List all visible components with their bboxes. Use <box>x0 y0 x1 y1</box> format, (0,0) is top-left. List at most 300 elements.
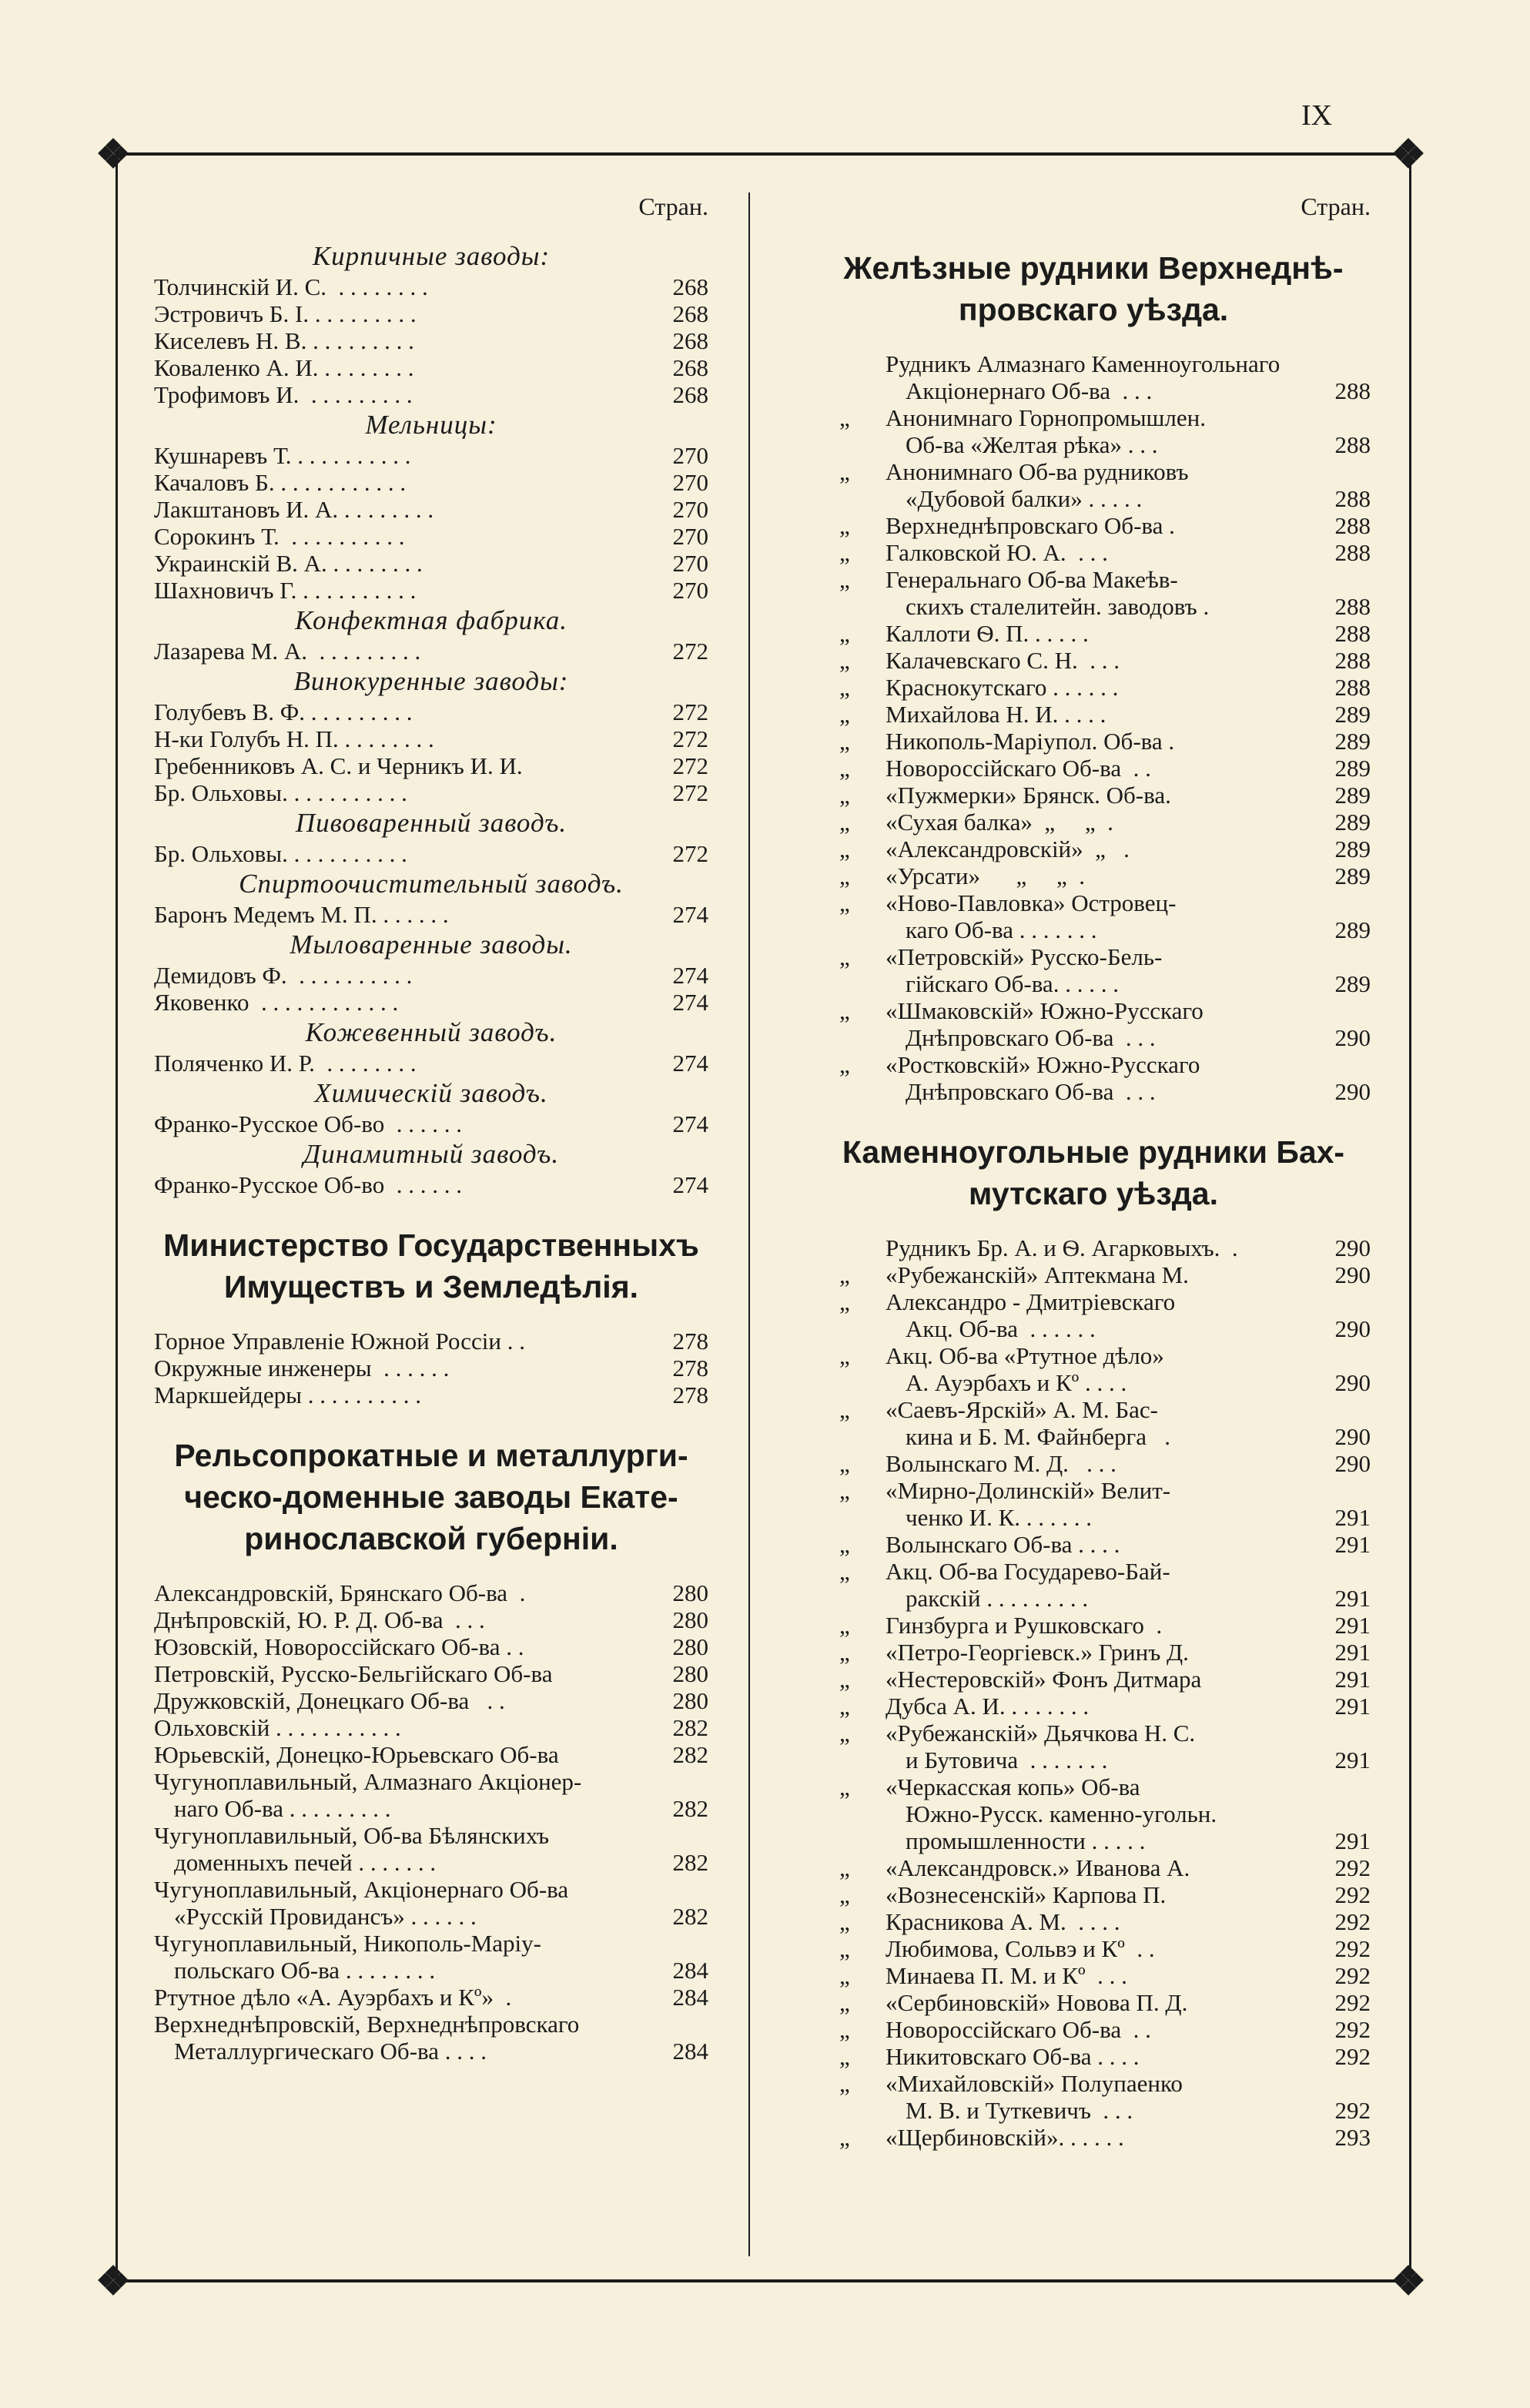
index-entry <box>816 701 1371 728</box>
index-entry <box>816 1881 1371 1908</box>
index-entry <box>154 1876 708 1903</box>
entry-label: «Черкасская копь» Об-ва <box>886 1773 1140 1800</box>
index-entry <box>816 2016 1371 2043</box>
ditto-mark: „ <box>839 2016 850 2043</box>
ditto-mark: „ <box>839 674 850 701</box>
ditto-mark: „ <box>839 755 850 782</box>
entry-page: 284 <box>672 1984 708 2011</box>
entry-label: Сорокинъ Т. . . . . . . . . . . <box>154 523 405 550</box>
ditto-mark: „ <box>839 701 850 728</box>
entry-page: 289 <box>1334 836 1371 862</box>
ditto-mark <box>816 916 886 943</box>
index-entry <box>816 1747 1371 1773</box>
index-entry <box>816 1639 1371 1666</box>
entry-page: 290 <box>1334 1315 1371 1342</box>
entry-page: 272 <box>672 698 708 725</box>
entry-label: Н-ки Голубъ Н. П. . . . . . . . . <box>154 725 434 752</box>
entry-label: «Вознесенскій» Карпова П. <box>886 1881 1167 1908</box>
ditto-mark: „ <box>839 539 850 566</box>
entry-page: 288 <box>1334 539 1371 566</box>
entry-page: 284 <box>672 2038 708 2065</box>
index-entry <box>154 577 708 604</box>
ditto-mark: „ <box>839 1881 850 1908</box>
entry-label: Лакштановъ И. А. . . . . . . . . <box>154 496 434 523</box>
entry-label: Кушнаревъ Т. . . . . . . . . . . <box>154 442 411 469</box>
entry-page: 280 <box>672 1633 708 1660</box>
ditto-mark: „ <box>839 836 850 862</box>
index-entry <box>816 593 1371 620</box>
entry-page <box>655 1822 708 1849</box>
ditto-mark: „ <box>839 809 850 836</box>
index-entry <box>816 1234 1371 1261</box>
index-entry <box>154 1741 708 1768</box>
entry-page <box>655 1876 708 1903</box>
entry-page: 268 <box>672 273 708 300</box>
entry-label: доменныхъ печей . . . . . . . <box>174 1849 437 1876</box>
entry-label: Маркшейдеры . . . . . . . . . . <box>154 1382 421 1408</box>
entry-page: 288 <box>1334 674 1371 701</box>
entry-label: Анонимнаго Горнопромышлен. <box>886 404 1206 431</box>
index-entry <box>154 1660 708 1687</box>
index-entry <box>816 728 1371 755</box>
index-entry <box>816 916 1371 943</box>
ditto-mark <box>816 1315 886 1342</box>
section-heading: Спиртоочистительный заводъ. <box>239 869 624 899</box>
entry-page: 289 <box>1334 728 1371 755</box>
ditto-mark <box>816 1423 886 1450</box>
entry-label: Калачевскаго С. Н. . . . <box>886 647 1120 674</box>
entry-label: Франко-Русское Об-во . . . . . . <box>154 1171 462 1198</box>
entry-label: Волынскаго Об-ва . . . . <box>886 1531 1120 1558</box>
index-entry <box>816 674 1371 701</box>
index-entry <box>154 638 708 665</box>
ditto-mark: „ <box>839 1962 850 1989</box>
entry-label: каго Об-ва . . . . . . . <box>906 916 1097 943</box>
entry-page: 288 <box>1334 377 1371 404</box>
entry-page: 270 <box>672 577 708 604</box>
entry-page: 288 <box>1334 593 1371 620</box>
bottom-rule <box>123 2279 1401 2282</box>
index-entry <box>154 1050 708 1077</box>
ditto-mark <box>816 593 886 620</box>
index-entry <box>154 1822 708 1849</box>
entry-label: «Нестеровскій» Фонъ Дитмара <box>886 1666 1202 1693</box>
index-entry <box>816 1261 1371 1288</box>
entry-label: Днѣпровскаго Об-ва . . . <box>906 1024 1156 1051</box>
index-entry <box>816 1477 1371 1504</box>
index-entry <box>816 2097 1371 2124</box>
entry-label: Петровскій, Русско-Бельгійскаго Об-ва <box>154 1660 553 1687</box>
entry-page: 274 <box>672 962 708 989</box>
entry-label: Эстровичъ Б. І. . . . . . . . . . <box>154 300 417 327</box>
entry-page: 280 <box>672 1660 708 1687</box>
entry-page: 293 <box>1334 2124 1371 2151</box>
entry-label: Краснокутскаго . . . . . . <box>886 674 1119 701</box>
index-entry <box>154 327 708 354</box>
entry-label: Галковской Ю. А. . . . <box>886 539 1108 566</box>
entry-label: Гинзбурга и Рушковскаго . <box>886 1612 1163 1639</box>
index-entry <box>816 2070 1371 2097</box>
index-entry <box>816 1558 1371 1585</box>
entry-label: «Петровскій» Русско-Бель- <box>886 943 1163 970</box>
entry-page: 272 <box>672 840 708 867</box>
index-entry <box>154 1957 708 1984</box>
entry-label: Франко-Русское Об-во . . . . . . <box>154 1110 462 1137</box>
entry-label: Демидовъ Ф. . . . . . . . . . . <box>154 962 413 989</box>
ditto-mark <box>816 431 886 458</box>
ditto-mark <box>816 1800 886 1827</box>
index-entry <box>816 1854 1371 1881</box>
entry-page: 289 <box>1334 916 1371 943</box>
entry-label: Верхнеднѣпровскаго Об-ва . <box>886 512 1175 539</box>
entry-label: «Русскій Провидансъ» . . . . . . <box>174 1903 477 1930</box>
index-entry <box>816 404 1371 431</box>
ditto-mark: „ <box>839 1908 850 1935</box>
index-entry <box>154 1930 708 1957</box>
entry-page: 291 <box>1334 1747 1371 1773</box>
entry-label: промышленности . . . . . <box>906 1827 1146 1854</box>
entry-label: Об-ва «Желтая рѣка» . . . <box>906 431 1158 458</box>
entry-page: 291 <box>1334 1666 1371 1693</box>
entry-page: 270 <box>672 523 708 550</box>
index-entry <box>816 1051 1371 1078</box>
ditto-mark: „ <box>839 1612 850 1639</box>
entry-label: «Сухая балка» „ „ . <box>886 809 1113 836</box>
index-entry <box>816 1450 1371 1477</box>
entry-page: 291 <box>1334 1827 1371 1854</box>
index-entry <box>816 1504 1371 1531</box>
entry-label: Волынскаго М. Д. . . . <box>886 1450 1117 1477</box>
entry-page: 272 <box>672 779 708 806</box>
entry-page: 274 <box>672 1110 708 1137</box>
entry-label: Анонимнаго Об-ва рудниковъ <box>886 458 1189 485</box>
index-entry <box>154 752 708 779</box>
entry-label: Рудникъ Алмазнаго Каменноугольнаго <box>886 350 1281 377</box>
entry-label: Днѣпровскаго Об-ва . . . <box>906 1078 1156 1105</box>
ditto-mark: „ <box>839 1531 850 1558</box>
index-entry <box>816 1369 1371 1396</box>
index-entry <box>816 1666 1371 1693</box>
ditto-mark: „ <box>839 1773 850 1800</box>
ditto-mark: „ <box>839 889 850 916</box>
entry-label: Юзовскій, Новороссійскаго Об-ва . . <box>154 1633 524 1660</box>
entry-label: «Шмаковскій» Южно-Русскаго <box>886 997 1204 1024</box>
entry-label: гійскаго Об-ва. . . . . . <box>906 970 1119 997</box>
entry-page <box>1317 1720 1371 1747</box>
left-entries <box>154 241 708 2065</box>
section-heading: Динамитный заводъ. <box>303 1139 560 1169</box>
entry-page: 290 <box>1334 1423 1371 1450</box>
entry-page: 280 <box>672 1579 708 1606</box>
index-entry <box>816 889 1371 916</box>
column-divider <box>748 193 750 2256</box>
index-entry <box>816 1827 1371 1854</box>
entry-label: Баронъ Медемъ М. П. . . . . . . <box>154 901 449 928</box>
entry-label: «Щербиновскій». . . . . . <box>886 2124 1124 2151</box>
entry-page <box>1317 404 1371 431</box>
index-entry <box>154 1579 708 1606</box>
section-heading: Пивоваренный заводъ. <box>295 808 567 838</box>
index-entry <box>154 725 708 752</box>
entry-label: польскаго Об-ва . . . . . . . . <box>174 1957 436 1984</box>
entry-page: 290 <box>1334 1261 1371 1288</box>
entry-page: 288 <box>1334 647 1371 674</box>
index-entry <box>816 1612 1371 1639</box>
entry-label: Южно-Русск. каменно-угольн. <box>906 1800 1217 1827</box>
index-entry <box>816 377 1371 404</box>
ditto-mark <box>816 1827 886 1854</box>
ditto-mark: „ <box>839 404 850 431</box>
entry-label: «Пужмерки» Брянск. Об-ва. <box>886 782 1171 809</box>
entry-label: Окружные инженеры . . . . . . <box>154 1355 450 1382</box>
entry-page: 289 <box>1334 809 1371 836</box>
entry-page <box>1317 1342 1371 1369</box>
ditto-mark: „ <box>839 943 850 970</box>
index-entry <box>154 1171 708 1198</box>
entry-label: Любимова, Сольвэ и Кº . . <box>886 1935 1155 1962</box>
ditto-mark <box>816 1504 886 1531</box>
index-entry <box>816 782 1371 809</box>
entry-label: «Ростковскій» Южно-Русскаго <box>886 1051 1200 1078</box>
section-heading: Мыловаренные заводы. <box>290 929 573 960</box>
entry-page <box>1317 566 1371 593</box>
section-heading: Винокуренные заводы: <box>293 666 569 696</box>
entry-page: 291 <box>1334 1531 1371 1558</box>
entry-page: 290 <box>1334 1369 1371 1396</box>
ditto-mark <box>816 970 886 997</box>
entry-label: Качаловъ Б. . . . . . . . . . . . <box>154 469 407 496</box>
entry-page: 292 <box>1334 1989 1371 2016</box>
entry-page: 289 <box>1334 755 1371 782</box>
entry-page: 292 <box>1334 1935 1371 1962</box>
entry-page: 288 <box>1334 485 1371 512</box>
entry-label: Трофимовъ И. . . . . . . . . . <box>154 381 413 408</box>
entry-page: 282 <box>672 1714 708 1741</box>
entry-label: «Рубежанскій» Дьячкова Н. С. <box>886 1720 1196 1747</box>
section-heading: Мельницы: <box>365 410 497 440</box>
entry-page: 292 <box>1334 2043 1371 2070</box>
ditto-mark <box>816 1585 886 1612</box>
index-entry <box>816 862 1371 889</box>
index-entry <box>154 469 708 496</box>
entry-page <box>1317 1288 1371 1315</box>
left-column <box>154 193 708 2065</box>
index-entry <box>816 566 1371 593</box>
entry-page: 291 <box>1334 1612 1371 1639</box>
entry-page: 272 <box>672 638 708 665</box>
entry-page: 291 <box>1334 1504 1371 1531</box>
entry-page <box>655 2011 708 2038</box>
ditto-mark: „ <box>839 997 850 1024</box>
section-heading: Конфектная фабрика. <box>295 605 567 635</box>
index-entry <box>154 1606 708 1633</box>
ditto-mark: „ <box>839 1477 850 1504</box>
column-header: Стран. <box>638 193 708 220</box>
ditto-mark: „ <box>839 1720 850 1747</box>
entry-page <box>1317 1558 1371 1585</box>
entry-label: М. В. и Туткевичъ . . . <box>906 2097 1133 2124</box>
ditto-mark <box>816 377 886 404</box>
index-entry <box>816 1935 1371 1962</box>
entry-label: Киселевъ Н. В. . . . . . . . . . <box>154 327 414 354</box>
entry-page: 292 <box>1334 1962 1371 1989</box>
corner-ornament-icon <box>1395 140 1421 166</box>
entry-label: Новороссійскаго Об-ва . . <box>886 2016 1151 2043</box>
entry-label: Рудникъ Бр. А. и Ѳ. Агарковыхъ. . <box>886 1234 1238 1261</box>
ditto-mark <box>816 485 886 512</box>
entry-label: Чугуноплавильный, Алмазнаго Акціонер- <box>154 1768 582 1795</box>
index-entry <box>816 485 1371 512</box>
index-entry <box>816 539 1371 566</box>
entry-page: 270 <box>672 496 708 523</box>
corner-ornament-icon <box>100 2267 126 2293</box>
page-number: IX <box>1301 99 1333 132</box>
corner-ornament-icon <box>100 140 126 166</box>
index-entry <box>154 354 708 381</box>
entry-label: Красникова А. М. . . . . <box>886 1908 1120 1935</box>
entry-page: 270 <box>672 442 708 469</box>
ditto-mark: „ <box>839 1854 850 1881</box>
index-entry <box>154 962 708 989</box>
ditto-mark: „ <box>839 1051 850 1078</box>
entry-label: Александро - Дмитріевскаго <box>886 1288 1176 1315</box>
entry-page: 282 <box>672 1795 708 1822</box>
entry-label: Александровскій, Брянскаго Об-ва . <box>154 1579 526 1606</box>
ditto-mark: „ <box>839 1989 850 2016</box>
index-entry <box>154 300 708 327</box>
entry-label: наго Об-ва . . . . . . . . . <box>174 1795 391 1822</box>
entry-label: Лазарева М. А. . . . . . . . . . <box>154 638 421 665</box>
index-entry <box>816 1585 1371 1612</box>
entry-page <box>1317 1477 1371 1504</box>
entry-page <box>1317 943 1371 970</box>
entry-page: 272 <box>672 752 708 779</box>
ditto-mark: „ <box>839 1558 850 1585</box>
index-entry <box>154 1849 708 1876</box>
ditto-mark: „ <box>839 647 850 674</box>
entry-page: 290 <box>1334 1450 1371 1477</box>
corner-ornament-icon <box>1395 2267 1421 2293</box>
entry-page: 280 <box>672 1687 708 1714</box>
index-entry <box>816 647 1371 674</box>
entry-label: Акц. Об-ва . . . . . . <box>906 1315 1096 1342</box>
entry-label: Дубса А. И. . . . . . . . <box>886 1693 1090 1720</box>
entry-label: «Мирно-Долинскій» Велит- <box>886 1477 1171 1504</box>
entry-label: Юрьевскій, Донецко-Юрьевскаго Об-ва <box>154 1741 559 1768</box>
entry-page: 270 <box>672 550 708 577</box>
entry-label: скихъ сталелитейн. заводовъ . <box>906 593 1210 620</box>
ditto-mark: „ <box>839 728 850 755</box>
index-entry <box>154 1795 708 1822</box>
ditto-mark: „ <box>839 782 850 809</box>
index-entry <box>154 1768 708 1795</box>
index-entry <box>816 1396 1371 1423</box>
ditto-mark: „ <box>839 620 850 647</box>
section-heading: Кожевенный заводъ. <box>305 1017 557 1047</box>
section-title: Желѣзные рудники Верхнеднѣ- провскаго уѣзда. <box>843 250 1344 327</box>
entry-page: 272 <box>672 725 708 752</box>
entry-page: 278 <box>672 1382 708 1408</box>
section-heading: Кирпичные заводы: <box>312 241 551 271</box>
entry-label: Никополь-Маріупол. Об-ва . <box>886 728 1175 755</box>
entry-page: 274 <box>672 1171 708 1198</box>
section-title: Каменноугольные рудники Бах- мутскаго уѣзда. <box>842 1134 1345 1211</box>
entry-label: Акц. Об-ва Государево-Бай- <box>886 1558 1170 1585</box>
entry-label: кина и Б. М. Файнберга . <box>906 1423 1170 1450</box>
entry-label: Ольховскій . . . . . . . . . . . <box>154 1714 401 1741</box>
index-entry <box>816 997 1371 1024</box>
ditto-mark: „ <box>839 1693 850 1720</box>
entry-page: 291 <box>1334 1585 1371 1612</box>
index-entry <box>816 431 1371 458</box>
entry-page <box>1317 350 1371 377</box>
index-entry <box>816 1720 1371 1747</box>
index-entry <box>154 1903 708 1930</box>
index-entry <box>816 458 1371 485</box>
index-entry <box>154 2038 708 2065</box>
index-entry <box>154 989 708 1016</box>
entry-label: Коваленко А. И. . . . . . . . . <box>154 354 414 381</box>
index-entry <box>816 809 1371 836</box>
ditto-mark <box>816 350 886 377</box>
entry-page <box>1317 1396 1371 1423</box>
ditto-mark: „ <box>839 2043 850 2070</box>
entry-page: 278 <box>672 1328 708 1355</box>
ditto-mark: „ <box>839 1935 850 1962</box>
entry-page: 292 <box>1334 2016 1371 2043</box>
entry-page: 290 <box>1334 1024 1371 1051</box>
entry-page: 291 <box>1334 1639 1371 1666</box>
section-title: Рельсопрокатные и металлурги- ческо-доменные заводы Екате- ринославской губерніи. <box>174 1438 688 1556</box>
entry-page: 289 <box>1334 862 1371 889</box>
ditto-mark <box>816 1078 886 1105</box>
entry-page: 268 <box>672 327 708 354</box>
entry-label: Украинскій В. А. . . . . . . . . <box>154 550 423 577</box>
entry-page: 292 <box>1334 2097 1371 2124</box>
ditto-mark: „ <box>839 1639 850 1666</box>
index-entry <box>154 698 708 725</box>
ditto-mark: „ <box>839 1342 850 1369</box>
entry-page: 282 <box>672 1849 708 1876</box>
entry-label: Шахновичъ Г. . . . . . . . . . . <box>154 577 417 604</box>
entry-label: Минаева П. М. и Кº . . . <box>886 1962 1127 1989</box>
index-entry <box>816 1423 1371 1450</box>
entry-page <box>655 1930 708 1957</box>
entry-label: Акц. Об-ва «Ртутное дѣло» <box>886 1342 1164 1369</box>
entry-label: Михайлова Н. И. . . . . <box>886 701 1106 728</box>
entry-label: Чугуноплавильный, Об-ва Бѣлянскихъ <box>154 1822 550 1849</box>
entry-label: Гребенниковъ А. С. и Черникъ И. И. <box>154 752 523 779</box>
entry-label: Бр. Ольховы. . . . . . . . . . . <box>154 840 407 867</box>
ditto-mark: „ <box>839 566 850 593</box>
entry-label: Чугуноплавильный, Никополь-Маріу- <box>154 1930 541 1957</box>
entry-page <box>1317 2070 1371 2097</box>
entry-page: 270 <box>672 469 708 496</box>
entry-page: 288 <box>1334 431 1371 458</box>
entry-label: «Сербиновскій» Новова П. Д. <box>886 1989 1188 2016</box>
right-border <box>1409 154 1411 2279</box>
index-entry <box>154 901 708 928</box>
index-entry <box>816 2043 1371 2070</box>
index-entry <box>816 1342 1371 1369</box>
entry-label: Поляченко И. Р. . . . . . . . . <box>154 1050 417 1077</box>
entry-label: Голубевъ В. Ф. . . . . . . . . . <box>154 698 413 725</box>
entry-page: 292 <box>1334 1908 1371 1935</box>
entry-page: 291 <box>1334 1693 1371 1720</box>
ditto-mark: „ <box>839 1261 850 1288</box>
index-entry <box>816 350 1371 377</box>
ditto-mark <box>816 2097 886 2124</box>
